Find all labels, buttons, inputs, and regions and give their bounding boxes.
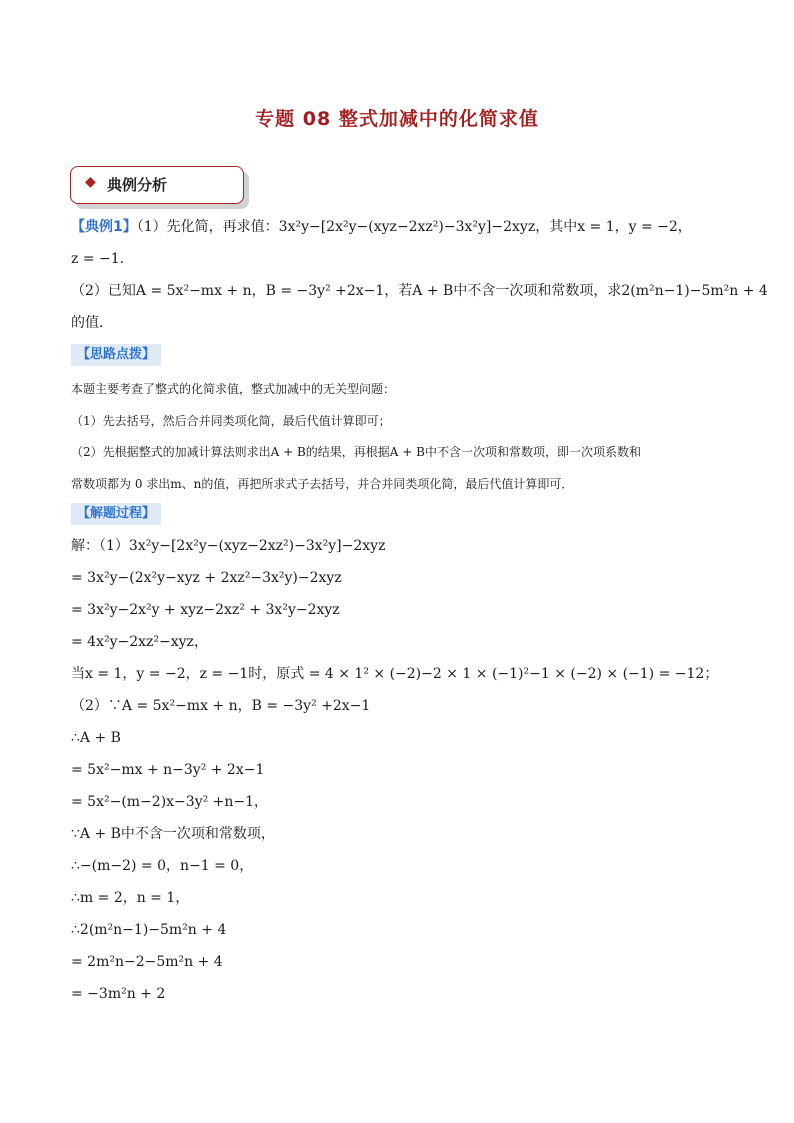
- solution-line: ∵A + B中不含一次项和常数项，: [71, 826, 275, 842]
- hint-line: （2）先根据整式的加减计算法则求出A + B的结果，再根据A + B中不含一次项和常数项，即一次项系数和: [71, 445, 641, 459]
- hint-tag: 【思路点拨】: [71, 344, 161, 366]
- solution-line: = 3x²y−(2x²y−xyz + 2xz²−3x²y)−2xyz: [71, 570, 342, 586]
- example-tag: 【典例1】: [71, 219, 137, 235]
- solution-line: = −3m²n + 2: [71, 986, 166, 1002]
- example-part2-line2: 的值．: [71, 315, 113, 331]
- solution-line: ∴−(m−2) = 0，n−1 = 0，: [71, 858, 254, 874]
- example-part1-line1: [71, 218, 692, 236]
- hint-line: 本题主要考查了整式的化简求值，整式加减中的无关型问题：: [71, 382, 396, 396]
- hint-line: （1）先去括号，然后合并同类项化简，最后代值计算即可；: [71, 414, 391, 428]
- solution-line: = 3x²y−2x²y + xyz−2xz² + 3x²y−2xyz: [71, 602, 340, 618]
- solution-line: = 4x²y−2xz²−xyz，: [71, 634, 208, 650]
- diamond-icon: ◆: [85, 174, 96, 190]
- solution-line: （2）∵A = 5x²−mx + n，B = −3y² +2x−1: [71, 698, 371, 714]
- example-part2-line1: （2）已知A = 5x²−mx + n，B = −3y² +2x−1，若A + B中不含一次项和常数项，求2(m²n−1)−5m²n + 4: [71, 283, 768, 299]
- solution-line: = 5x²−mx + n−3y² + 2x−1: [71, 762, 265, 778]
- solution-tag: 【解题过程】: [71, 503, 161, 525]
- page-title: 专题 08 整式加减中的化简求值: [255, 108, 539, 130]
- section-banner: [70, 166, 244, 204]
- solution-line: = 2m²n−2−5m²n + 4: [71, 954, 223, 970]
- solution-line: 当x = 1，y = −2，z = −1时，原式 = 4 × 1² × (−2)−2 × 1 × (−1)²−1 × (−2) × (−1) = −12；: [71, 666, 719, 682]
- solution-line: ∴2(m²n−1)−5m²n + 4: [71, 922, 227, 938]
- section-banner-label: 典例分析: [107, 176, 168, 194]
- example-part1-text: （1）先化简，再求值：3x²y−[2x²y−(xyz−2xz²)−3x²y]−2xyz，其中x = 1，y = −2，: [136, 219, 692, 235]
- solution-line: = 5x²−(m−2)x−3y² +n−1，: [71, 794, 269, 810]
- solution-line: ∴m = 2，n = 1，: [71, 890, 190, 906]
- example-part1-line2: z = −1．: [71, 251, 134, 267]
- solution-line: 解：（1）3x²y−[2x²y−(xyz−2xz²)−3x²y]−2xyz: [71, 538, 386, 554]
- hint-line: 常数项都为 0 求出m、n的值，再把所求式子去括号，并合并同类项化简，最后代值计算即可．: [71, 477, 574, 491]
- solution-line: ∴A + B: [71, 730, 121, 746]
